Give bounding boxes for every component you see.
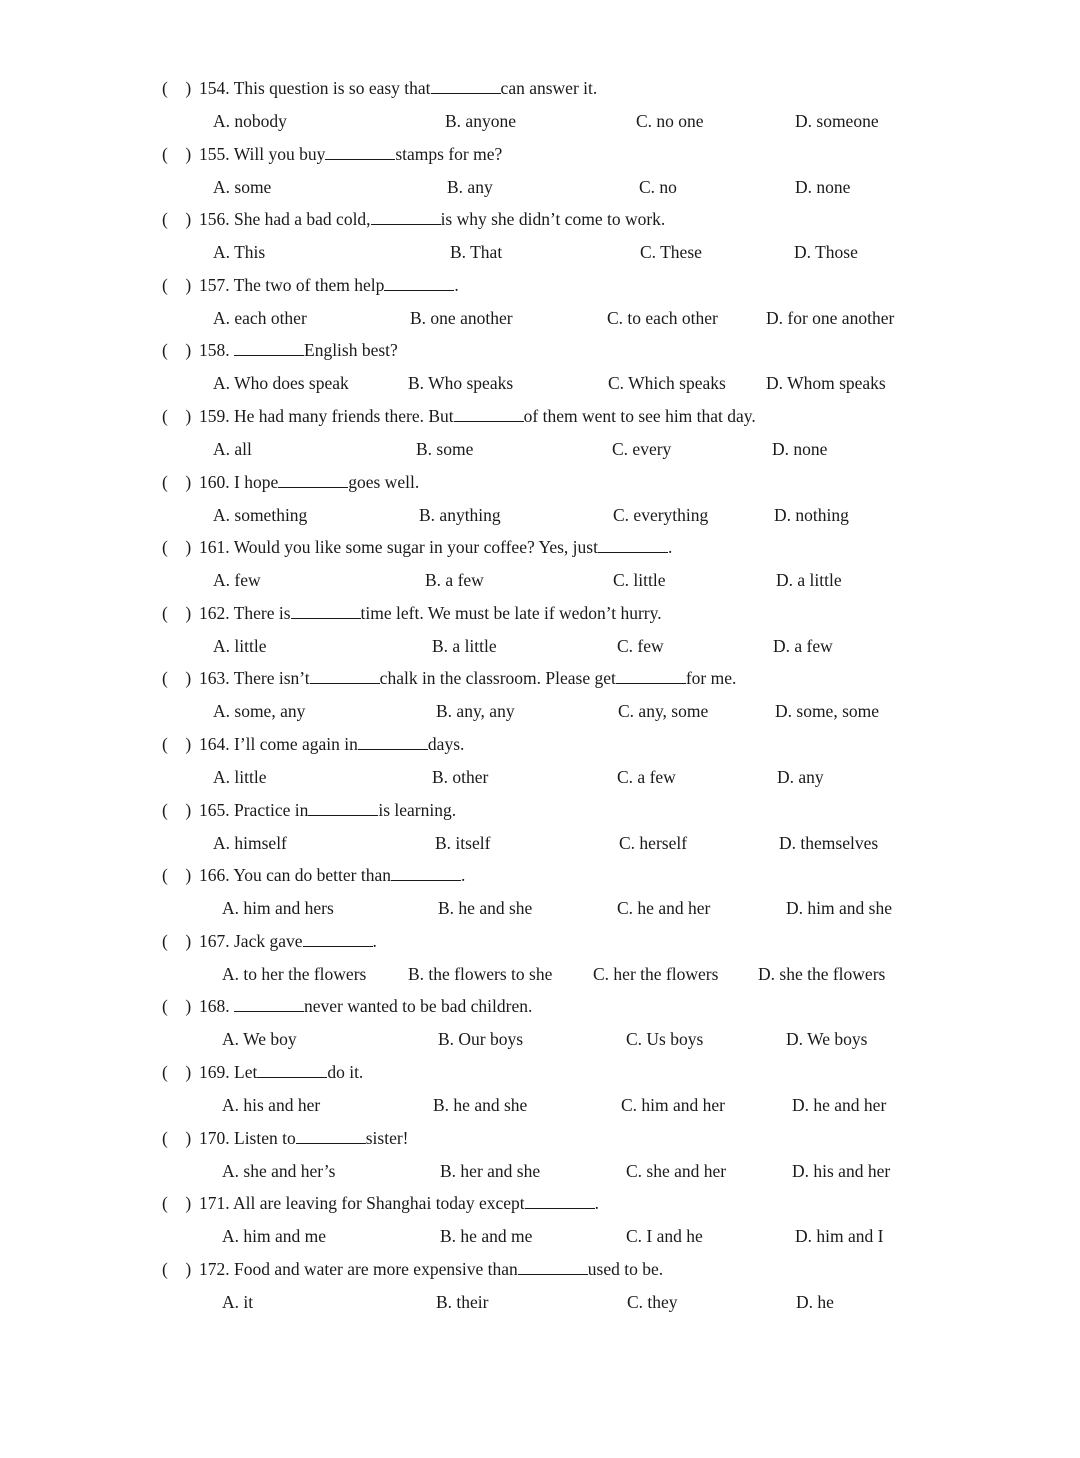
option-a[interactable]: A. him and hers <box>222 898 334 919</box>
answer-blank[interactable] <box>257 1060 327 1078</box>
option-d[interactable]: D. We boys <box>786 1029 868 1050</box>
answer-blank[interactable] <box>234 338 304 356</box>
option-a[interactable]: A. all <box>213 439 252 459</box>
option-c[interactable]: C. little <box>613 570 666 591</box>
answer-blank[interactable] <box>291 601 361 619</box>
question-text: of them went to see him that day. <box>523 406 756 426</box>
answer-blank[interactable] <box>454 404 524 422</box>
question-text: There isn’t <box>233 668 310 689</box>
question-text: Practice in <box>234 799 309 820</box>
question-text: I’ll come again in <box>234 734 358 754</box>
option-a[interactable]: A. some <box>213 176 272 197</box>
option-d[interactable]: D. he and her <box>792 1095 887 1115</box>
answer-bracket[interactable]: ( ) <box>162 1062 192 1082</box>
question-text: . <box>461 865 466 886</box>
option-c[interactable]: C. to each other <box>607 307 718 328</box>
question-text: used to be. <box>587 1258 664 1279</box>
answer-blank[interactable] <box>371 207 441 225</box>
answer-blank[interactable] <box>616 666 686 684</box>
question-text: stamps for me? <box>395 143 503 164</box>
option-c[interactable]: C. herself <box>619 832 688 853</box>
option-b[interactable]: B. some <box>416 439 474 459</box>
question-number: 157. <box>199 274 230 295</box>
option-b[interactable]: B. he and she <box>438 898 533 919</box>
question-number: 161. <box>199 537 230 558</box>
option-a[interactable]: A. him and me <box>222 1226 327 1247</box>
option-b[interactable]: B. Who speaks <box>408 373 514 394</box>
option-a[interactable]: A. she and her’s <box>222 1160 336 1181</box>
question-stem <box>162 273 459 297</box>
option-d[interactable]: D. a little <box>776 570 842 591</box>
answer-bracket[interactable]: ( ) <box>162 996 192 1017</box>
option-a[interactable]: A. something <box>213 504 308 525</box>
option-d[interactable]: D. nothing <box>774 504 849 525</box>
answer-blank[interactable] <box>391 863 461 881</box>
question-stem <box>162 732 464 756</box>
answer-blank[interactable] <box>278 470 348 488</box>
question-text: English best? <box>304 340 398 361</box>
question-text: do it. <box>327 1062 364 1082</box>
question-text: I hope <box>234 471 279 492</box>
option-b[interactable]: B. Our boys <box>438 1029 524 1050</box>
answer-bracket[interactable]: ( ) <box>162 537 192 558</box>
answer-bracket[interactable]: ( ) <box>162 209 192 230</box>
question-stem <box>162 1126 409 1150</box>
answer-blank[interactable] <box>234 994 304 1012</box>
answer-bracket[interactable]: ( ) <box>162 799 192 820</box>
answer-bracket[interactable]: ( ) <box>162 143 192 164</box>
option-a[interactable]: A. Who does speak <box>213 373 349 394</box>
option-c[interactable]: C. These <box>640 242 702 263</box>
option-b[interactable]: B. a few <box>425 570 484 591</box>
question-text: You can do better than <box>233 865 391 886</box>
answer-bracket[interactable]: ( ) <box>162 406 192 426</box>
option-a[interactable]: A. to her the flowers <box>222 963 367 984</box>
option-b[interactable]: B. he and me <box>440 1226 533 1247</box>
option-c[interactable]: C. I and he <box>626 1226 703 1247</box>
option-b[interactable]: B. That <box>450 242 503 263</box>
option-b[interactable]: B. her and she <box>440 1160 541 1181</box>
option-d[interactable]: D. him and I <box>795 1226 884 1247</box>
question-stem <box>162 470 419 494</box>
option-a[interactable]: A. it <box>222 1291 254 1312</box>
question-number: 160. <box>199 471 230 492</box>
question-text: . <box>454 274 459 295</box>
answer-bracket[interactable]: ( ) <box>162 1258 192 1279</box>
answer-blank[interactable] <box>358 732 428 750</box>
question-text: This question is so easy that <box>233 78 431 98</box>
option-b[interactable]: B. any, any <box>436 701 515 722</box>
question-number: 170. <box>199 1127 230 1148</box>
question-number: 162. <box>199 602 230 623</box>
question-text: She had a bad cold, <box>234 209 371 230</box>
option-c[interactable]: C. every <box>612 439 672 459</box>
option-c[interactable]: C. her the flowers <box>593 963 719 984</box>
question-text: is learning. <box>378 799 457 820</box>
option-a[interactable]: A. some, any <box>213 701 306 722</box>
option-d[interactable]: D. she the flowers <box>758 963 886 984</box>
option-c[interactable]: C. a few <box>617 767 676 787</box>
option-d[interactable]: D. for one another <box>766 307 895 328</box>
question-text: goes well. <box>348 471 420 492</box>
question-text: The two of them help <box>233 274 385 295</box>
question-stem <box>162 1191 599 1215</box>
option-c[interactable]: C. few <box>617 635 664 656</box>
answer-bracket[interactable]: ( ) <box>162 602 192 623</box>
option-b[interactable]: B. anything <box>419 504 501 525</box>
question-text: can answer it. <box>500 78 598 98</box>
option-c[interactable]: C. Us boys <box>626 1029 704 1050</box>
option-c[interactable]: C. he and her <box>617 898 711 919</box>
option-c[interactable]: C. they <box>627 1291 678 1312</box>
option-b[interactable]: B. other <box>432 767 489 787</box>
answer-blank[interactable] <box>325 142 395 160</box>
answer-bracket[interactable]: ( ) <box>162 668 192 689</box>
question-stem <box>162 535 672 559</box>
option-a[interactable]: A. little <box>213 635 267 656</box>
option-b[interactable]: B. itself <box>435 832 491 853</box>
question-text: time left. We must be late if wedon’t hurry. <box>360 602 662 623</box>
question-number: 156. <box>199 209 230 230</box>
question-text: Would you like some sugar in your coffee? Yes, just <box>233 537 598 558</box>
question-stem <box>162 1060 363 1084</box>
option-d[interactable]: D. he <box>796 1291 834 1312</box>
question-text: Food and water are more expensive than <box>234 1258 518 1279</box>
option-a[interactable]: A. nobody <box>213 111 287 131</box>
answer-bracket[interactable]: ( ) <box>162 274 192 295</box>
answer-bracket[interactable]: ( ) <box>162 930 192 951</box>
option-c[interactable]: C. any, some <box>618 701 709 722</box>
question-text: chalk in the classroom. Please get <box>379 668 616 689</box>
question-item <box>0 1258 1080 1335</box>
answer-blank[interactable] <box>308 798 378 816</box>
answer-blank[interactable] <box>303 929 373 947</box>
option-a[interactable]: A. This <box>213 242 266 263</box>
option-c[interactable]: C. no <box>639 176 677 197</box>
option-d[interactable]: D. themselves <box>779 832 879 853</box>
question-number: 169. <box>199 1062 230 1082</box>
question-number: 159. <box>199 406 230 426</box>
option-a[interactable]: A. little <box>213 767 267 787</box>
option-a[interactable]: A. few <box>213 570 261 591</box>
option-c[interactable]: C. Which speaks <box>608 373 726 394</box>
question-stem <box>162 994 532 1018</box>
answer-blank[interactable] <box>598 535 668 553</box>
option-d[interactable]: D. none <box>795 176 851 197</box>
option-d[interactable]: D. Whom speaks <box>766 373 886 394</box>
question-text: never wanted to be bad children. <box>304 996 533 1017</box>
option-d[interactable]: D. a few <box>773 635 833 656</box>
question-text: is why she didn’t come to work. <box>440 209 666 230</box>
question-stem <box>162 338 398 362</box>
answer-blank[interactable] <box>518 1257 588 1275</box>
question-stem <box>162 1257 663 1281</box>
option-a[interactable]: A. his and her <box>222 1095 321 1115</box>
option-b[interactable]: B. a little <box>432 635 497 656</box>
option-b[interactable]: B. their <box>436 1291 489 1312</box>
question-number: 167. <box>199 930 230 951</box>
option-d[interactable]: D. any <box>777 767 824 787</box>
option-d[interactable]: D. Those <box>794 242 858 263</box>
question-text: for me. <box>685 668 737 689</box>
answer-blank[interactable] <box>431 76 501 94</box>
option-d[interactable]: D. his and her <box>792 1160 891 1181</box>
question-text: There is <box>233 602 291 623</box>
answer-bracket[interactable]: ( ) <box>162 734 192 754</box>
answer-bracket[interactable]: ( ) <box>162 78 192 98</box>
question-stem <box>162 142 502 166</box>
option-b[interactable]: B. any <box>447 176 493 197</box>
question-stem <box>162 929 377 953</box>
option-b[interactable]: B. he and she <box>433 1095 528 1115</box>
question-number: 154. <box>199 78 230 98</box>
answer-bracket[interactable]: ( ) <box>162 340 192 361</box>
option-b[interactable]: B. anyone <box>445 111 516 131</box>
option-d[interactable]: D. some, some <box>775 701 880 722</box>
option-d[interactable]: D. him and she <box>786 898 892 919</box>
question-text: days. <box>427 734 465 754</box>
answer-blank[interactable] <box>384 273 454 291</box>
answer-blank[interactable] <box>310 666 380 684</box>
answer-bracket[interactable]: ( ) <box>162 865 192 886</box>
question-stem <box>162 666 736 690</box>
question-text: He had many friends there. But <box>234 406 454 426</box>
question-text: . <box>594 1193 599 1214</box>
question-text: . <box>372 930 377 951</box>
question-stem <box>162 798 456 822</box>
answer-blank[interactable] <box>296 1126 366 1144</box>
option-b[interactable]: B. one another <box>410 307 513 328</box>
option-d[interactable]: D. someone <box>795 111 879 131</box>
answer-bracket[interactable]: ( ) <box>162 471 192 492</box>
question-stem <box>162 207 665 231</box>
option-b[interactable]: B. the flowers to she <box>408 963 553 984</box>
option-c[interactable]: C. him and her <box>621 1095 726 1115</box>
option-d[interactable]: D. none <box>772 439 828 459</box>
question-text: sister! <box>365 1127 409 1148</box>
question-text: Listen to <box>234 1127 296 1148</box>
question-number: 158. <box>199 340 230 361</box>
question-number: 168. <box>199 996 230 1017</box>
option-a[interactable]: A. himself <box>213 832 287 853</box>
answer-bracket[interactable]: ( ) <box>162 1127 192 1148</box>
answer-blank[interactable] <box>525 1191 595 1209</box>
question-text: All are leaving for Shanghai today except <box>233 1193 525 1214</box>
question-text: . <box>667 537 673 558</box>
option-a[interactable]: A. We boy <box>222 1029 297 1050</box>
question-stem <box>162 404 756 428</box>
question-number: 164. <box>199 734 230 754</box>
question-number: 172. <box>199 1258 230 1279</box>
question-number: 171. <box>199 1193 230 1214</box>
answer-bracket[interactable]: ( ) <box>162 1193 192 1214</box>
question-text: Jack gave <box>234 930 303 951</box>
question-number: 166. <box>199 865 230 886</box>
option-a[interactable]: A. each other <box>213 307 307 328</box>
question-stem <box>162 863 465 887</box>
question-text: Will you buy <box>233 143 326 164</box>
question-number: 165. <box>199 799 230 820</box>
question-stem <box>162 601 662 625</box>
option-c[interactable]: C. she and her <box>626 1160 727 1181</box>
question-number: 163. <box>199 668 230 689</box>
option-c[interactable]: C. no one <box>636 111 704 131</box>
option-c[interactable]: C. everything <box>613 504 709 525</box>
question-number: 155. <box>199 143 230 164</box>
question-stem <box>162 76 597 100</box>
question-text: Let <box>234 1062 258 1082</box>
